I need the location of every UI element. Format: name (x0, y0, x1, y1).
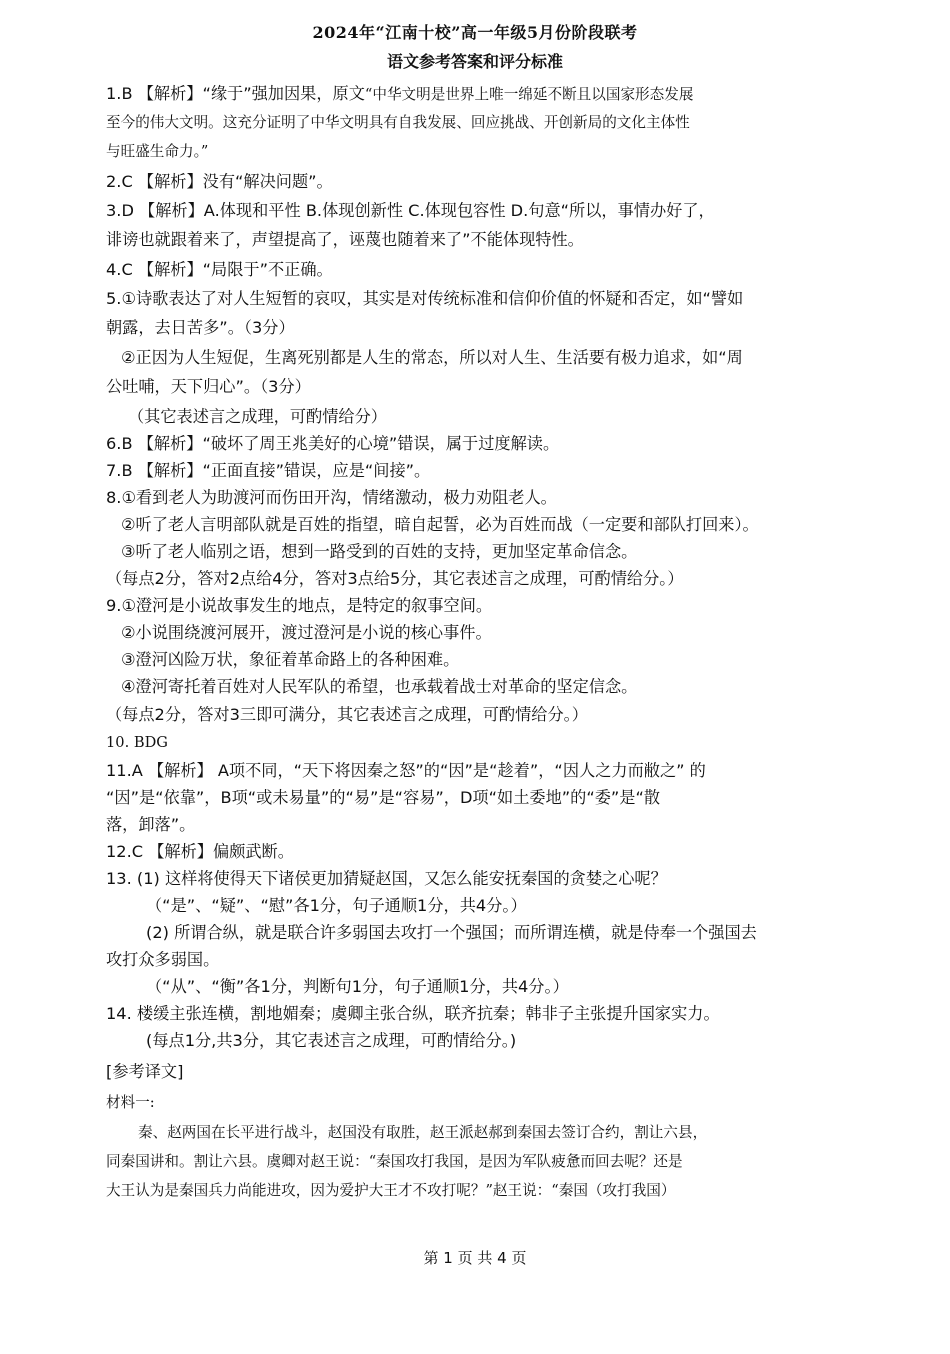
answer-14-scoring: (每点1分,共3分，其它表述言之成理，可酌情给分。) (146, 1031, 517, 1050)
answer-11-cont: “因”是“依靠”，B项“或未易量”的“易”是“容易”，D项“如土委地”的“委”是“散 (106, 788, 661, 807)
translation-line-1: 秦、赵两国在长平进行战斗，赵国没有取胜，赵王派赵郝到秦国去签订合约，割让六县， (138, 1124, 708, 1141)
translation-line-2: 同秦国讲和。割让六县。虞卿对赵王说：“秦国攻打我国，是因为军队疲惫而回去呢？还是 (106, 1153, 683, 1170)
answer-12: 12.C 【解析】偏颇武断。 (106, 842, 294, 861)
page-number: 第 1 页 共 4 页 (423, 1249, 527, 1267)
exam-title: 2024年“江南十校”高一年级5月份阶段联考 (312, 23, 638, 42)
answer-9-scoring: （每点2分，答对3三即可满分，其它表述言之成理，可酌情给分。） (106, 705, 588, 724)
answer-1-quote-end: 与旺盛生命力。” (106, 143, 209, 160)
answer-1-quote-cont: 至今的伟大文明。这充分证明了中华文明具有自我发展、回应挑战、开创新局的文化主体性 (106, 114, 690, 131)
answer-3: 3.D 【解析】A.体现和平性 B.体现创新性 C.体现包容性 D.句意“所以，事情办好了， (106, 201, 715, 220)
answer-1-quote: “中华文明是世界上唯一绵延不断且以国家形态发展 (364, 86, 694, 103)
answer-11: 11.A 【解析】 A项不同，“天下将因秦之怒”的“因”是“趁着”，“因人之力而敝之” 的 (106, 761, 706, 780)
answer-8-point-1: 8.①看到老人为助渡河而伤田开沟，情绪激动，极力劝阻老人。 (106, 488, 557, 507)
answer-9-point-4: ④澄河寄托着百姓对人民军队的希望，也承载着战士对革命的坚定信念。 (121, 677, 638, 696)
answer-5-point-2-cont: 公吐哺，天下归心”。（3分） (106, 377, 311, 396)
answer-13-part-1: 13. (1) 这样将使得天下诸侯更加猜疑赵国，又怎么能安抚秦国的贪婪之心呢？ (106, 869, 667, 888)
answer-3-cont: 诽谤也就跟着来了，声望提高了，诬蔑也随着来了”不能体现特性。 (106, 230, 584, 249)
answer-9-point-1: 9.①澄河是小说故事发生的地点，是特定的叙事空间。 (106, 596, 493, 615)
answer-4: 4.C 【解析】“局限于”不正确。 (106, 260, 333, 279)
answer-6: 6.B 【解析】“破坏了周王兆美好的心境”错误，属于过度解读。 (106, 434, 560, 453)
answer-13-part-2-scoring: （“从”、“衡”各1分，判断句1分，句子通顺1分，共4分。） (146, 977, 569, 996)
answer-5-point-1-cont: 朝露，去日苦多”。（3分） (106, 318, 295, 337)
answer-2: 2.C 【解析】没有“解决问题”。 (106, 172, 333, 191)
answer-13-part-2-cont: 攻打众多弱国。 (106, 950, 220, 969)
answer-14: 14. 楼缓主张连横，割地媚秦；虞卿主张合纵，联齐抗秦；韩非子主张提升国家实力。 (106, 1004, 720, 1023)
answer-7: 7.B 【解析】“正面直接”错误，应是“间接”。 (106, 461, 431, 480)
answer-9-point-2: ②小说围绕渡河展开，渡过澄河是小说的核心事件。 (121, 623, 492, 642)
translation-line-3: 大王认为是秦国兵力尚能进攻，因为爱护大王才不攻打呢？”赵王说：“秦国（攻打我国） (106, 1182, 676, 1199)
translation-heading: [参考译文] (106, 1062, 184, 1081)
answer-13-part-1-scoring: （“是”、“疑”、“慰”各1分，句子通顺1分，共4分。） (146, 896, 527, 915)
answer-key-title: 语文参考答案和评分标准 (386, 52, 563, 71)
answer-8-point-3: ③听了老人临别之语，想到一路受到的百姓的支持，更加坚定革命信念。 (121, 542, 638, 561)
answer-10: 10. BDG (106, 734, 168, 751)
answer-13-part-2: (2) 所谓合纵，就是联合许多弱国去攻打一个强国；而所谓连横，就是侍奉一个强国去 (146, 923, 757, 942)
answer-5-note: （其它表述言之成理，可酌情给分） (128, 407, 387, 426)
answer-1 (106, 84, 693, 105)
answer-5-point-1: 5.①诗歌表达了对人生短暂的哀叹，其实是对传统标准和信仰价值的怀疑和否定，如“譬如 (106, 289, 744, 308)
material-1-label: 材料一: (106, 1094, 155, 1111)
answer-11-end: 落，卸落”。 (106, 815, 196, 834)
answer-1-label: 1.B 【解析】“缘于”强加因果，原文 (106, 84, 365, 103)
answer-5-point-2: ②正因为人生短促，生离死别都是人生的常态，所以对人生、生活要有极力追求，如“周 (121, 348, 743, 367)
answer-8-point-2: ②听了老人言明部队就是百姓的指望，暗自起誓，必为百姓而战（一定要和部队打回来）。 (121, 515, 759, 534)
answer-9-point-3: ③澄河凶险万状，象征着革命路上的各种困难。 (121, 650, 460, 669)
answer-8-scoring: （每点2分，答对2点给4分，答对3点给5分，其它表述言之成理，可酌情给分。） (106, 569, 684, 588)
